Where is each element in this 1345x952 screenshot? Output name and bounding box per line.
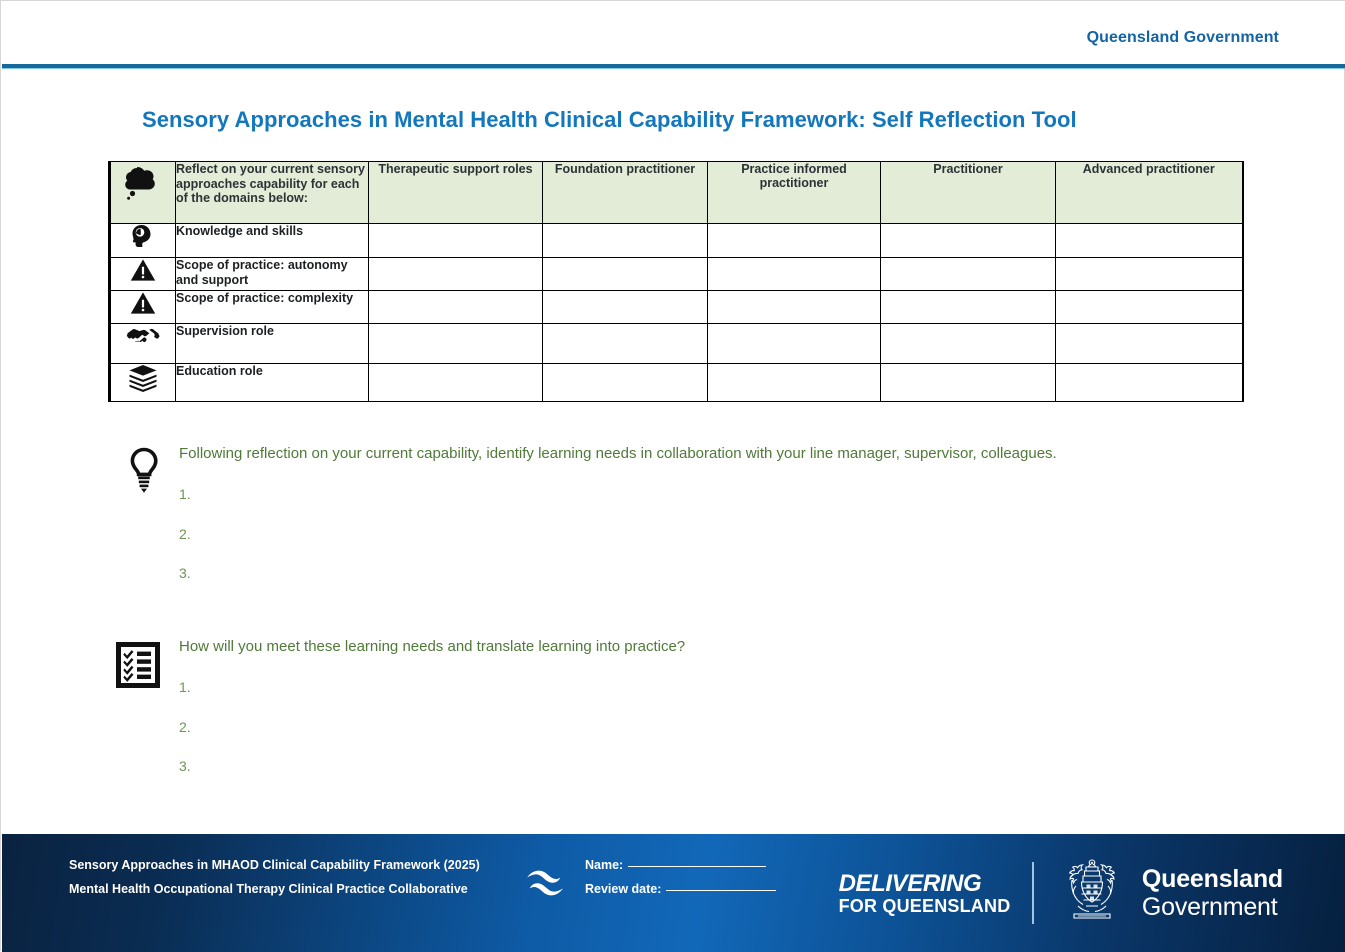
thought-cloud-icon-cell: [110, 162, 176, 224]
cell-2-4[interactable]: [1056, 291, 1243, 324]
cell-4-0[interactable]: [369, 364, 543, 402]
cell-2-1[interactable]: [543, 291, 708, 324]
footer-line-2: Mental Health Occupational Therapy Clinical Practice Collaborative: [69, 882, 468, 896]
column-header-4: Advanced practitioner: [1056, 162, 1243, 224]
cell-0-0[interactable]: [369, 224, 543, 258]
logo-divider: [1032, 862, 1034, 924]
meet-learning-item-2[interactable]: 2.: [179, 719, 191, 735]
cell-4-1[interactable]: [543, 364, 708, 402]
warning-triangle-icon: [130, 291, 156, 308]
handshake-icon-cell: [110, 324, 176, 364]
learning-needs-body: [179, 441, 1057, 581]
cell-2-2[interactable]: [708, 291, 881, 324]
head-brain-icon: [130, 224, 156, 241]
learning-needs-item-3[interactable]: 3.: [179, 565, 191, 581]
cell-0-2[interactable]: [708, 224, 881, 258]
table-header-row: [110, 162, 1243, 224]
name-label: Name:: [585, 858, 624, 872]
table-row: [110, 364, 1243, 402]
cell-4-3[interactable]: [881, 364, 1056, 402]
column-header-1: Foundation practitioner: [543, 162, 708, 224]
header-rule-accent: [2, 68, 1345, 69]
column-header-3: Practitioner: [881, 162, 1056, 224]
name-field-row[interactable]: [585, 853, 776, 877]
warning-triangle-icon-cell: [110, 291, 176, 324]
delivering-for-queensland-logo: [839, 871, 1011, 916]
domain-label-3: Supervision role: [176, 324, 369, 364]
delivering-line-1: DELIVERING: [838, 869, 982, 897]
books-stack-icon-cell: [110, 364, 176, 402]
footer-logos: [839, 858, 1283, 928]
cell-3-4[interactable]: [1056, 324, 1243, 364]
warning-triangle-icon-cell: [110, 258, 176, 291]
meet-learning-item-1[interactable]: 1.: [179, 679, 191, 695]
cell-1-0[interactable]: [369, 258, 543, 291]
self-reflection-table-wrap: [108, 161, 1241, 402]
cell-3-1[interactable]: [543, 324, 708, 364]
page-footer: [2, 834, 1345, 952]
checklist-icon: [114, 640, 162, 695]
column-header-0: Therapeutic support roles: [369, 162, 543, 224]
table-row: [110, 291, 1243, 324]
cell-1-3[interactable]: [881, 258, 1056, 291]
page-title: Sensory Approaches in Mental Health Clinical Capability Framework: Self Reflection Tool: [142, 107, 1077, 132]
books-stack-icon: [128, 364, 158, 381]
footer-fields: [585, 853, 776, 901]
cell-2-3[interactable]: [881, 291, 1056, 324]
refresh-cycle-icon: [523, 867, 567, 904]
table-row: [110, 258, 1243, 291]
qgov-line-1: Queensland: [1141, 864, 1283, 893]
cell-4-2[interactable]: [708, 364, 881, 402]
thought-cloud-icon: [123, 162, 163, 179]
review-date-label: Review date:: [585, 882, 662, 896]
page-header: [2, 1, 1345, 64]
footer-credits: [69, 853, 480, 901]
meet-learning-needs-prompt: How will you meet these learning needs and translate learning into practice?: [179, 638, 686, 655]
head-brain-icon-cell: [110, 224, 176, 258]
qgov-line-2: Government: [1141, 892, 1278, 921]
cell-0-3[interactable]: [881, 224, 1056, 258]
domain-label-0: Knowledge and skills: [176, 224, 369, 258]
meet-learning-needs-body: [179, 634, 685, 774]
self-reflection-table: [108, 161, 1244, 402]
cell-1-1[interactable]: [543, 258, 708, 291]
queensland-government-brand: Queensland Government: [1086, 29, 1279, 46]
cell-3-0[interactable]: [369, 324, 543, 364]
domain-label-4: Education role: [176, 364, 369, 402]
cell-1-4[interactable]: [1056, 258, 1243, 291]
name-input-line[interactable]: [628, 866, 766, 867]
queensland-coat-of-arms-icon: [1056, 856, 1128, 931]
delivering-line-2: FOR QUEENSLAND: [838, 895, 1011, 916]
footer-line-1: Sensory Approaches in MHAOD Clinical Capability Framework (2025): [69, 858, 480, 872]
learning-needs-item-2[interactable]: 2.: [179, 526, 191, 542]
table-row: [110, 224, 1243, 258]
domain-label-2: Scope of practice: complexity: [176, 291, 369, 324]
warning-triangle-icon: [130, 258, 156, 275]
lightbulb-icon: [124, 446, 164, 499]
cell-3-2[interactable]: [708, 324, 881, 364]
cell-4-4[interactable]: [1056, 364, 1243, 402]
cell-0-1[interactable]: [543, 224, 708, 258]
cell-0-4[interactable]: [1056, 224, 1243, 258]
queensland-government-logo: [1141, 864, 1283, 921]
learning-needs-prompt: Following reflection on your current capability, identify learning needs in collaboration with your line manager, supervisor, colleagues.: [179, 445, 1057, 462]
table-row: [110, 324, 1243, 364]
table-intro-text: Reflect on your current sensory approaches capability for each of the domains below:: [176, 162, 369, 224]
review-date-field-row[interactable]: [585, 877, 776, 901]
column-header-2: Practice informed practitioner: [708, 162, 881, 224]
meet-learning-item-3[interactable]: 3.: [179, 758, 191, 774]
handshake-icon: [126, 324, 160, 341]
cell-3-3[interactable]: [881, 324, 1056, 364]
domain-label-1: Scope of practice: autonomy and support: [176, 258, 369, 291]
learning-needs-item-1[interactable]: 1.: [179, 486, 191, 502]
cell-1-2[interactable]: [708, 258, 881, 291]
cell-2-0[interactable]: [369, 291, 543, 324]
review-date-input-line[interactable]: [666, 890, 776, 891]
